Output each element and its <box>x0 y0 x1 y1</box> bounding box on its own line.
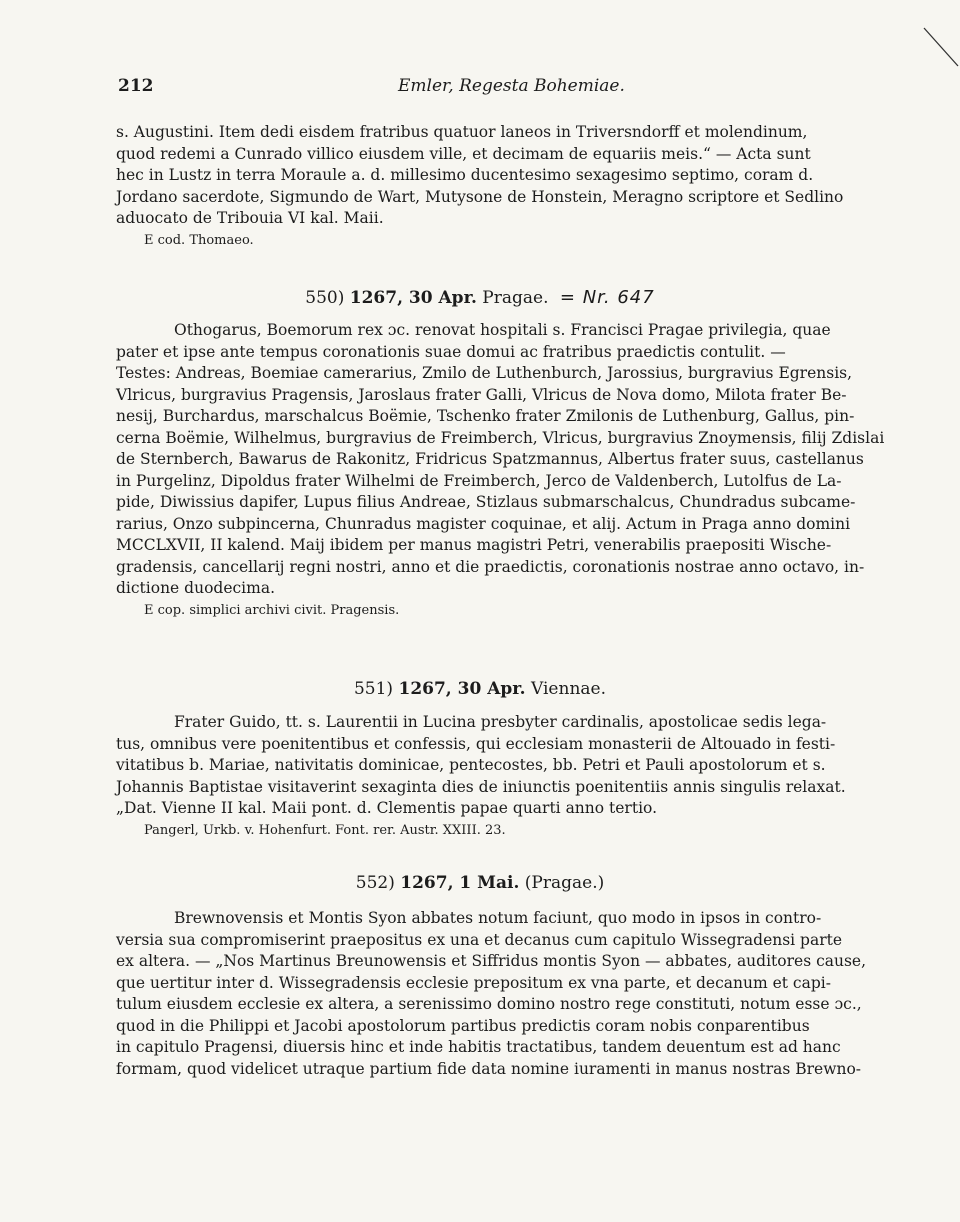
text-line: cerna Boëmie, Wilhelmus, burgravius de Freimberch, Vlricus, burgravius Znoymensis, filij Zdislai <box>116 428 885 447</box>
entry-place: Pragae. <box>482 288 549 308</box>
entry-place: (Pragae.) <box>524 873 605 893</box>
text-line: Frater Guido, tt. s. Laurentii in Lucina presbyter cardinalis, apostolicae sedis lega- <box>174 713 827 731</box>
entry-body-552 <box>116 908 886 1080</box>
text-line: Johannis Baptistae visitaverint sexaginta dies de iniunctis poenitentiis annis singulis relaxat. <box>116 777 846 796</box>
text-line: aduocato de Tribouia VI kal. Maii. <box>116 209 384 227</box>
text-line: MCCLXVII, II kalend. Maij ibidem per manus magistri Petri, venerabilis praepositi Wische- <box>116 536 832 554</box>
text-line: que uertitur inter d. Wissegradensis ecclesie prepositum ex vna parte, et decanum et capi- <box>116 973 831 992</box>
source-citation: E cod. Thomaeo. <box>144 232 254 248</box>
text-line: pater et ipse ante tempus coronationis suae domui ac fratribus praedictis contulit. — <box>116 342 786 361</box>
text-line: dictione duodecima. <box>116 579 275 597</box>
text-line: hec in Lustz in terra Moraule a. d. millesimo ducentesimo sexagesimo septimo, coram d. <box>116 166 814 184</box>
intro-paragraph <box>116 122 886 250</box>
scan-mark <box>922 26 960 68</box>
entry-date: 1267, 1 Mai. <box>400 873 520 893</box>
entry-date: 1267, 30 Apr. <box>349 288 477 308</box>
entry-body-550 <box>116 320 886 620</box>
entry-number: 551) <box>353 679 394 699</box>
page-header <box>118 76 880 100</box>
text-line: Othogarus, Boemorum rex ɔc. renovat hospitali s. Francisci Pragae privilegia, quae <box>174 321 831 339</box>
entry-heading-551 <box>0 679 960 699</box>
source-citation: Pangerl, Urkb. v. Hohenfurt. Font. rer. Austr. XXIII. 23. <box>144 822 506 838</box>
text-line: formam, quod videlicet utraque partium fide data nomine iuramenti in manus nostras Brewno- <box>116 1059 862 1078</box>
text-line: Jordano sacerdote, Sigmundo de Wart, Mutysone de Honstein, Meragno scriptore et Sedlino <box>116 187 844 206</box>
entry-date: 1267, 30 Apr. <box>398 679 526 699</box>
text-line: rarius, Onzo subpincerna, Chunradus magister coquinae, et alij. Actum in Praga anno domini <box>116 514 851 533</box>
text-line: in capitulo Pragensi, diuersis hinc et inde habitis tractatibus, tandem deuentum est ad hanc <box>116 1038 841 1056</box>
running-title: Emler, Regesta Bohemiae. <box>398 76 625 96</box>
text-line: Brewnovensis et Montis Syon abbates notum faciunt, quo modo in ipsos in contro- <box>174 909 822 927</box>
text-line: pide, Diwissius dapifer, Lupus filius Andreae, Stizlaus submarschalcus, Chundradus subcame- <box>116 493 856 511</box>
text-line: Testes: Andreas, Boemiae camerarius, Zmilo de Luthenburch, Jarossius, burgravius Egrensis, <box>116 364 853 382</box>
entry-number: 552) <box>355 873 395 893</box>
text-line: quod redemi a Cunrado villico eiusdem ville, et decimam de equariis meis.“ — Acta sunt <box>116 144 811 163</box>
text-line: nesij, Burchardus, marschalcus Boëmie, Tschenko frater Zmilonis de Luthenburg, Gallus, pin- <box>116 407 855 425</box>
entry-heading-550 <box>0 287 960 308</box>
text-line: s. Augustini. Item dedi eisdem fratribus quatuor laneos in Triversndorff et molendinum, <box>116 123 808 141</box>
text-line: in Purgelinz, Dipoldus frater Wilhelmi de Freimberch, Jerco de Valdenberch, Lutolfus de La- <box>116 471 842 490</box>
text-line: versia sua compromiserint praepositus ex una et decanus cum capitulo Wissegradensi parte <box>116 930 843 949</box>
text-line: ex altera. — „Nos Martinus Breunowensis et Siffridus montis Syon — abbates, auditores cause, <box>116 952 867 970</box>
text-line: quod in die Philippi et Jacobi apostolorum partibus predictis coram nobis conparentibus <box>116 1016 810 1035</box>
entry-heading-552 <box>0 873 960 893</box>
text-line: gradensis, cancellarij regni nostri, anno et die praedictis, coronationis nostrae anno octavo, in- <box>116 557 865 576</box>
text-line: tulum eiusdem ecclesie ex altera, a serenissimo domino nostro rege constituti, notum esse ɔc., <box>116 995 862 1013</box>
handwritten-note: = Nr. 647 <box>559 287 655 308</box>
text-line: „Dat. Vienne II kal. Maii pont. d. Clementis papae quarti anno tertio. <box>116 799 658 817</box>
text-line: de Sternberch, Bawarus de Rakonitz, Fridricus Spatzmannus, Albertus frater suus, castellanus <box>116 450 864 468</box>
entry-body-551 <box>116 712 886 840</box>
text-line: vitatibus b. Mariae, nativitatis dominicae, pentecostes, bb. Petri et Pauli apostolorum et s. <box>116 756 826 774</box>
text-line: Vlricus, burgravius Pragensis, Jaroslaus frater Galli, Vlricus de Nova domo, Milota frater Be- <box>116 385 847 404</box>
page-number: 212 <box>118 76 154 96</box>
source-citation: E cop. simplici archivi civit. Pragensis. <box>144 602 400 618</box>
text-line: tus, omnibus vere poenitentibus et confessis, qui ecclesiam monasterii de Altouado in festi- <box>116 734 836 753</box>
entry-number: 550) <box>305 288 345 308</box>
entry-place: Viennae. <box>531 679 606 699</box>
